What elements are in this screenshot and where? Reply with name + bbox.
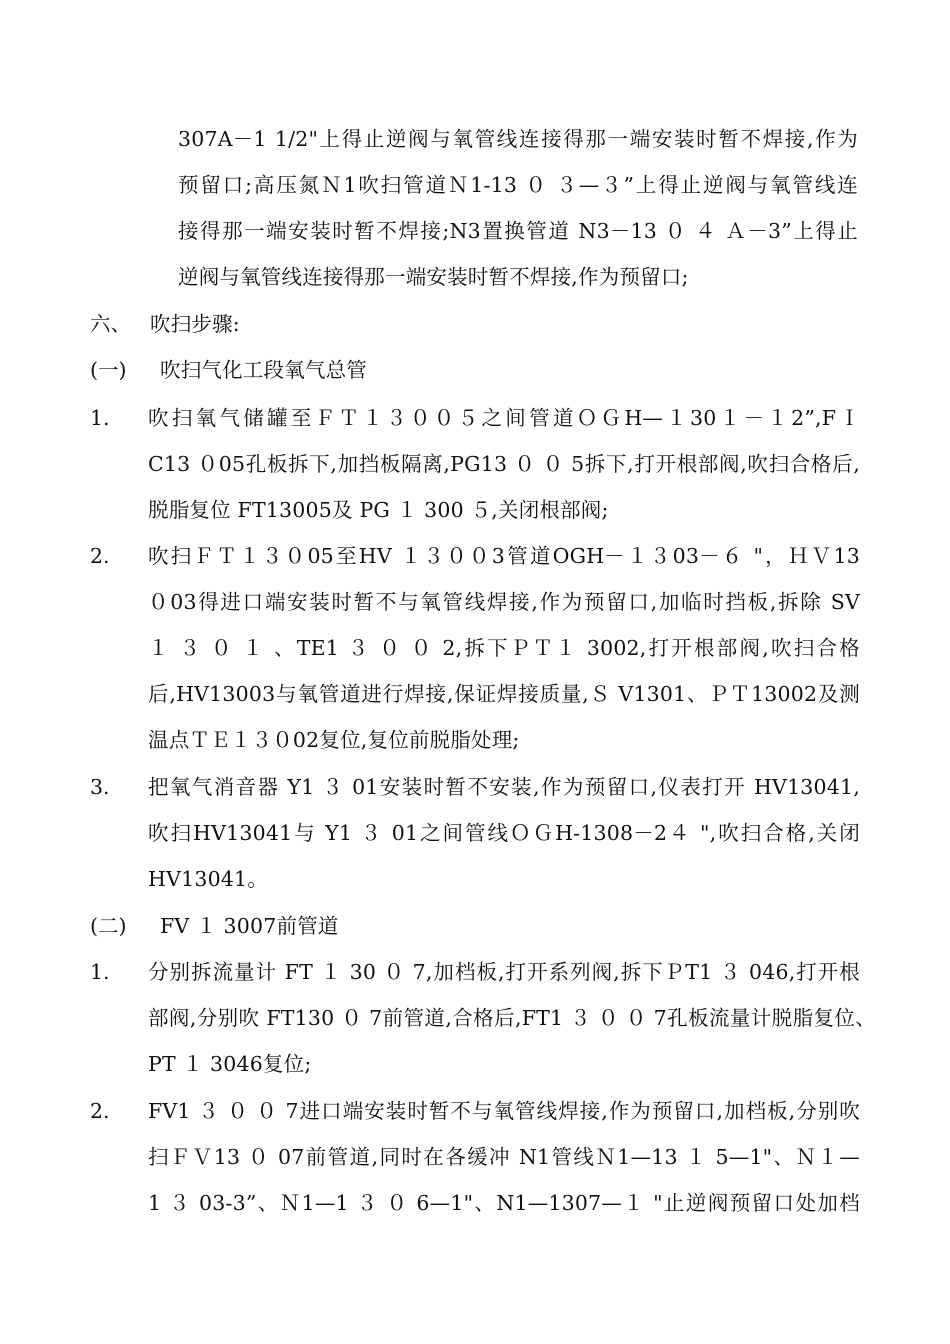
list-item-number: 1. bbox=[90, 960, 110, 984]
list-item-line: 温点ＴＥ１３０02复位,复位前脱脂处理; bbox=[148, 728, 520, 752]
list-item-line: 扫ＦＶ13 ０ 07前管道,同时在各缓冲 N1管线Ｎ1—13 １ 5—1"、Ｎ１— bbox=[148, 1145, 860, 1169]
list-item-number: 2. bbox=[90, 1099, 110, 1123]
intro-line: 逆阀与氧管线连接得那一端安装时暂不焊接,作为预留口; bbox=[178, 265, 689, 289]
list-item-line: 分别拆流量计 FT １ 30 ０ 7,加档板,打开系列阀,拆下ＰT1 ３ 046,打开根 bbox=[148, 960, 860, 984]
list-item-line: FV1 ３ ０ ０ 7进口端安装时暂不与氧管线焊接,作为预留口,加档板,分别吹 bbox=[148, 1099, 860, 1123]
subsection-number: (二) bbox=[90, 914, 127, 938]
list-item-line: ０03得进口端安装时暂不与氧管线焊接,作为预留口,加临时挡板,拆除 SV bbox=[148, 590, 860, 614]
section-number: 六、 bbox=[90, 312, 131, 336]
intro-line: 预留口;高压氮Ｎ1吹扫管道Ｎ1-13 ０ ３—３”上得止逆阀与氧管线连 bbox=[178, 173, 858, 197]
subsection-title: FV １ 3007前管道 bbox=[160, 914, 339, 938]
intro-line: 307A－1 1/2"上得止逆阀与氧管线连接得那一端安装时暂不焊接,作为 bbox=[178, 127, 858, 151]
list-item-line: C13 ０05孔板拆下,加挡板隔离,PG13 ０ ０ 5拆下,打开根部阀,吹扫合格后, bbox=[148, 452, 860, 476]
list-item-line: 吹扫氧气储罐至ＦＴ１３００５之间管道ＯＧH—１30１－１2”,FＩ bbox=[148, 406, 860, 430]
subsection-title: 吹扫气化工段氧气总管 bbox=[160, 358, 367, 382]
list-item-line: 吹扫HV13041与 Y1 ３ 01之间管线ＯＧH-1308－2４ ",吹扫合格,关闭 bbox=[148, 821, 860, 845]
list-item-line: PT １ 3046复位; bbox=[148, 1052, 312, 1076]
list-item-number: 1. bbox=[90, 406, 110, 430]
list-item-line: 吹扫ＦＴ１３０05至HV １３００3管道OGH－１３03－６ "，ＨＶ13 bbox=[148, 544, 860, 568]
list-item-line: 1 ３ 03-3”、Ｎ1—1 ３ ０ 6—1"、N1—1307—１ "止逆阀预留口处加档 bbox=[148, 1191, 860, 1215]
list-item-line: 把氧气消音器 Y1 ３ 01安装时暂不安装,作为预留口,仪表打开 HV13041, bbox=[148, 775, 860, 799]
list-item-line: １ ３ ０ １ 、TE1 ３ ０ ０ 2,拆下ＰＴ１ 3002,打开根部阀,吹扫合格 bbox=[148, 636, 860, 660]
list-item-line: 部阀,分别吹 FT130 ０ 7前管道,合格后,FT1 ３ ０ ０ 7孔板流量计脱脂复位、 bbox=[148, 1006, 876, 1030]
list-item-line: HV13041。 bbox=[148, 867, 268, 891]
list-item-number: 3. bbox=[90, 775, 110, 799]
section-title: 吹扫步骤: bbox=[150, 312, 240, 336]
intro-line: 接得那一端安装时暂不焊接;N3置换管道 N3－13 ０ ４ Ａ－3”上得止 bbox=[178, 219, 858, 243]
list-item-line: 脱脂复位 FT13005及 PG １ 300 ５,关闭根部阀; bbox=[148, 498, 609, 522]
subsection-number: (一) bbox=[90, 358, 127, 382]
list-item-number: 2. bbox=[90, 544, 110, 568]
list-item-line: 后,HV13003与氧管道进行焊接,保证焊接质量,Ｓ V1301、ＰＴ13002及测 bbox=[148, 682, 860, 706]
